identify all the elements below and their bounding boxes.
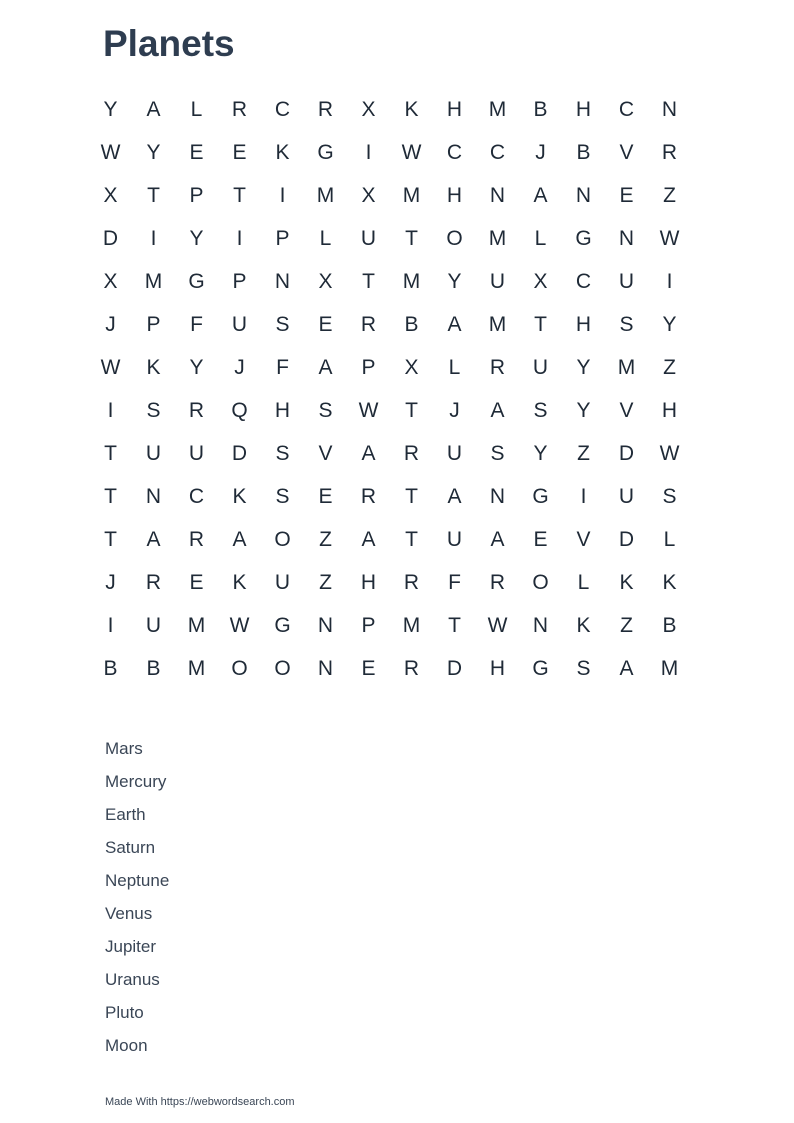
grid-cell: F (448, 570, 461, 594)
grid-cell: T (362, 269, 375, 293)
grid-cell: R (188, 527, 205, 551)
grid-cell: M (316, 183, 335, 207)
grid-cell: I (150, 226, 157, 250)
grid-cell: P (275, 226, 290, 250)
grid-cell: E (318, 312, 333, 336)
grid-cell: N (274, 269, 291, 293)
grid-cell: T (534, 312, 547, 336)
grid-cell: A (146, 527, 161, 551)
grid-cell: K (404, 97, 419, 121)
grid-cell: W (659, 226, 680, 250)
grid-cell: N (661, 97, 678, 121)
grid-cell: N (489, 183, 506, 207)
grid-cell: H (446, 183, 463, 207)
grid-cell: D (102, 226, 119, 250)
grid-cell: B (576, 140, 591, 164)
grid-cell: H (489, 656, 506, 680)
grid-cell: R (360, 312, 377, 336)
grid-cell: P (361, 355, 376, 379)
grid-cell: W (229, 613, 250, 637)
word-list (105, 732, 169, 1062)
grid-cell: B (146, 656, 161, 680)
grid-cell: A (490, 398, 505, 422)
grid-cell: M (488, 97, 507, 121)
grid-cell: Y (103, 97, 118, 121)
grid-cell: S (533, 398, 548, 422)
word-list-item: Neptune (105, 871, 170, 890)
grid-cell: O (532, 570, 549, 594)
grid-cell: V (619, 398, 634, 422)
grid-cell: E (361, 656, 376, 680)
grid-cell: B (103, 656, 118, 680)
grid-cell: U (274, 570, 291, 594)
grid-cell: U (532, 355, 549, 379)
grid-cell: U (360, 226, 377, 250)
grid-cell: J (105, 570, 116, 594)
grid-cell: M (488, 312, 507, 336)
grid-cell: P (361, 613, 376, 637)
grid-cell: H (661, 398, 678, 422)
grid-cell: A (232, 527, 247, 551)
grid-cell: R (360, 484, 377, 508)
word-list-item: Mercury (105, 772, 167, 791)
grid-cell: W (358, 398, 379, 422)
grid-cell: J (449, 398, 460, 422)
grid-cell: I (365, 140, 372, 164)
grid-cell: A (533, 183, 548, 207)
grid-cell: G (274, 613, 291, 637)
grid-cell: C (188, 484, 205, 508)
grid-cell: K (275, 140, 290, 164)
grid-cell: K (619, 570, 634, 594)
grid-cell: D (618, 527, 635, 551)
grid-cell: M (402, 613, 421, 637)
grid-cell: M (617, 355, 636, 379)
grid-cell: X (361, 97, 376, 121)
grid-cell: C (446, 140, 463, 164)
grid-cell: W (401, 140, 422, 164)
grid-cell: R (403, 441, 420, 465)
grid-cell: Z (620, 613, 633, 637)
grid-cell: Y (447, 269, 462, 293)
grid-cell: M (144, 269, 163, 293)
grid-cell: A (490, 527, 505, 551)
grid-cell: L (534, 226, 547, 250)
grid-cell: E (619, 183, 634, 207)
grid-cell: L (319, 226, 332, 250)
grid-cell: R (231, 97, 248, 121)
grid-cell: Y (533, 441, 548, 465)
grid-cell: Z (577, 441, 590, 465)
grid-cell: R (188, 398, 205, 422)
grid-cell: Q (231, 398, 248, 422)
grid-cell: Z (663, 355, 676, 379)
grid-cell: H (575, 97, 592, 121)
word-list-item: Mars (105, 739, 143, 758)
grid-cell: V (619, 140, 634, 164)
grid-cell: W (100, 355, 121, 379)
grid-cell: X (103, 183, 118, 207)
word-list-item: Earth (105, 805, 146, 824)
grid-cell: R (489, 570, 506, 594)
grid-cell: K (662, 570, 677, 594)
letter-grid (89, 88, 691, 690)
grid-cell: U (145, 441, 162, 465)
grid-cell: B (533, 97, 548, 121)
grid-cell: I (580, 484, 587, 508)
grid-cell: M (187, 613, 206, 637)
word-list-item: Uranus (105, 970, 160, 989)
grid-cell: P (189, 183, 204, 207)
grid-cell: F (276, 355, 289, 379)
grid-cell: D (231, 441, 248, 465)
grid-cell: J (105, 312, 116, 336)
grid-cell: T (448, 613, 461, 637)
grid-cell: M (402, 183, 421, 207)
grid-cell: U (489, 269, 506, 293)
grid-cell: J (234, 355, 245, 379)
grid-cell: S (275, 441, 290, 465)
grid-cell: D (618, 441, 635, 465)
grid-cell: A (619, 656, 634, 680)
grid-cell: A (361, 441, 376, 465)
grid-cell: T (405, 226, 418, 250)
grid-cell: B (662, 613, 677, 637)
grid-cell: N (145, 484, 162, 508)
grid-cell: R (403, 570, 420, 594)
grid-cell: T (104, 484, 117, 508)
grid-cell: T (405, 484, 418, 508)
grid-cell: U (446, 441, 463, 465)
grid-cell: U (446, 527, 463, 551)
grid-cell: T (405, 398, 418, 422)
grid-cell: K (576, 613, 591, 637)
grid-cell: L (448, 355, 461, 379)
grid-cell: S (576, 656, 591, 680)
grid-cell: T (233, 183, 246, 207)
grid-cell: P (232, 269, 247, 293)
grid-cell: K (232, 484, 247, 508)
grid-cell: U (618, 269, 635, 293)
grid-cell: X (533, 269, 548, 293)
grid-cell: T (104, 527, 117, 551)
grid-cell: C (575, 269, 592, 293)
grid-cell: Z (319, 527, 332, 551)
grid-cell: S (275, 312, 290, 336)
grid-cell: G (188, 269, 205, 293)
grid-cell: Y (146, 140, 161, 164)
grid-cell: I (107, 613, 114, 637)
grid-cell: A (447, 484, 462, 508)
grid-cell: N (575, 183, 592, 207)
grid-cell: W (100, 140, 121, 164)
grid-cell: R (317, 97, 334, 121)
grid-cell: O (231, 656, 248, 680)
grid-cell: D (446, 656, 463, 680)
grid-cell: E (318, 484, 333, 508)
grid-cell: X (361, 183, 376, 207)
grid-cell: H (446, 97, 463, 121)
word-list-item: Jupiter (105, 937, 157, 956)
grid-cell: S (619, 312, 634, 336)
grid-cell: N (618, 226, 635, 250)
grid-cell: H (575, 312, 592, 336)
word-list-item: Pluto (105, 1003, 144, 1022)
grid-cell: A (146, 97, 161, 121)
grid-cell: F (190, 312, 203, 336)
grid-cell: V (576, 527, 591, 551)
grid-cell: U (231, 312, 248, 336)
grid-cell: O (274, 527, 291, 551)
grid-cell: S (275, 484, 290, 508)
grid-cell: W (487, 613, 508, 637)
grid-cell: B (404, 312, 419, 336)
grid-cell: I (236, 226, 243, 250)
grid-cell: G (317, 140, 334, 164)
grid-cell: M (187, 656, 206, 680)
grid-cell: T (147, 183, 160, 207)
grid-cell: C (618, 97, 635, 121)
grid-cell: X (404, 355, 419, 379)
grid-cell: W (659, 441, 680, 465)
grid-cell: P (146, 312, 161, 336)
word-list-item: Saturn (105, 838, 156, 857)
grid-cell: R (403, 656, 420, 680)
grid-cell: N (317, 656, 334, 680)
grid-cell: S (662, 484, 677, 508)
grid-cell: I (666, 269, 673, 293)
word-list-item: Moon (105, 1036, 148, 1055)
grid-cell: A (447, 312, 462, 336)
grid-cell: K (232, 570, 247, 594)
page-title: Planets (103, 23, 235, 64)
footer-credit: Made With https://webwordsearch.com (105, 1096, 295, 1108)
grid-cell: E (189, 140, 204, 164)
grid-cell: H (274, 398, 291, 422)
grid-cell: Y (576, 355, 591, 379)
grid-cell: N (317, 613, 334, 637)
grid-cell: M (488, 226, 507, 250)
grid-cell: Z (663, 183, 676, 207)
grid-cell: A (318, 355, 333, 379)
grid-cell: A (361, 527, 376, 551)
grid-cell: U (145, 613, 162, 637)
grid-cell: C (274, 97, 291, 121)
grid-cell: Y (662, 312, 677, 336)
grid-cell: M (660, 656, 679, 680)
grid-cell: H (360, 570, 377, 594)
grid-cell: G (532, 484, 549, 508)
grid-cell: T (104, 441, 117, 465)
grid-cell: K (146, 355, 161, 379)
grid-cell: N (532, 613, 549, 637)
grid-cell: M (402, 269, 421, 293)
grid-cell: L (663, 527, 676, 551)
grid-cell: E (189, 570, 204, 594)
grid-cell: O (274, 656, 291, 680)
grid-cell: O (446, 226, 463, 250)
grid-cell: Y (189, 355, 204, 379)
grid-cell: L (190, 97, 203, 121)
grid-cell: J (535, 140, 546, 164)
grid-cell: I (107, 398, 114, 422)
grid-cell: G (575, 226, 592, 250)
grid-cell: E (533, 527, 548, 551)
grid-cell: T (405, 527, 418, 551)
grid-cell: L (577, 570, 590, 594)
grid-cell: S (318, 398, 333, 422)
word-list-item: Venus (105, 904, 153, 923)
grid-cell: X (318, 269, 333, 293)
grid-cell: R (145, 570, 162, 594)
grid-cell: Y (189, 226, 204, 250)
grid-cell: V (318, 441, 333, 465)
grid-cell: X (103, 269, 118, 293)
grid-cell: U (188, 441, 205, 465)
grid-cell: G (532, 656, 549, 680)
grid-cell: U (618, 484, 635, 508)
grid-cell: N (489, 484, 506, 508)
grid-cell: Y (576, 398, 591, 422)
grid-cell: I (279, 183, 286, 207)
grid-cell: Z (319, 570, 332, 594)
grid-cell: R (489, 355, 506, 379)
grid-cell: R (661, 140, 678, 164)
grid-cell: E (232, 140, 247, 164)
grid-cell: C (489, 140, 506, 164)
grid-cell: S (146, 398, 161, 422)
grid-cell: S (490, 441, 505, 465)
